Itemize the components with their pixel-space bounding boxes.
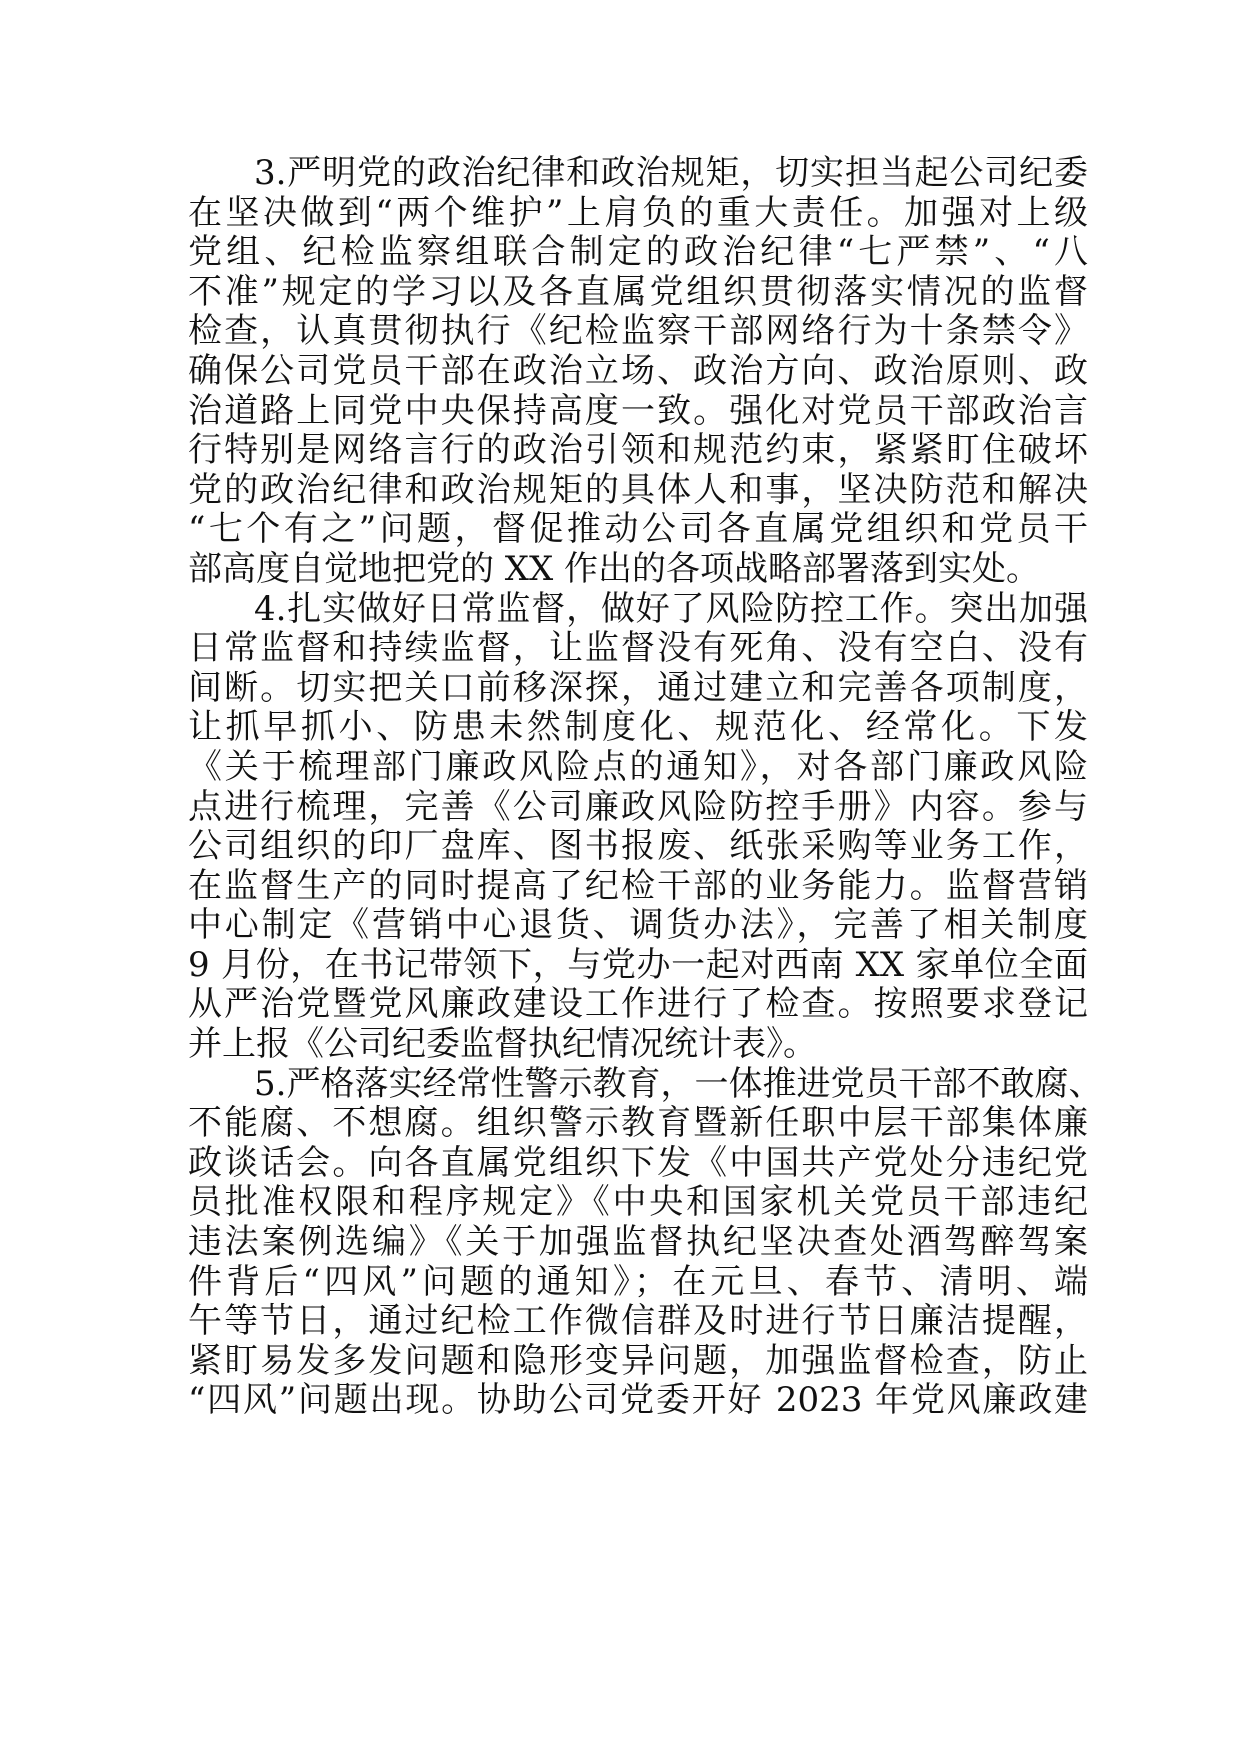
paragraph-line: 件背后“四风”问题的通知》；在元旦、春节、清明、端	[188, 1261, 1088, 1302]
paragraph-line: 中心制定《营销中心退货、调货办法》，完善了相关制度	[188, 905, 1088, 946]
paragraph-line: “四风”问题出现。协助公司党委开好 2023 年党风廉政建	[188, 1380, 1088, 1421]
paragraph-line: 3.严明党的政治纪律和政治规矩，切实担当起公司纪委	[254, 153, 1088, 193]
paragraph-line: 4.扎实做好日常监督，做好了风险防控工作。突出加强	[254, 588, 1088, 629]
paragraph-line: 点进行梳理，完善《公司廉政风险防控手册》内容。参与	[188, 786, 1088, 827]
paragraph-line: 治道路上同党中央保持高度一致。强化对党员干部政治言	[188, 390, 1088, 431]
paragraph-line: 员批准权限和程序规定》《中央和国家机关党员干部违纪	[188, 1182, 1088, 1223]
paragraph-line: 5.严格落实经常性警示教育，一体推进党员干部不敢腐、	[254, 1063, 1103, 1104]
paragraph-line: 日常监督和持续监督，让监督没有死角、没有空白、没有	[188, 628, 1088, 669]
paragraph-line: 从严治党暨党风廉政建设工作进行了检查。按照要求登记	[188, 984, 1088, 1025]
paragraph-line: 《关于梳理部门廉政风险点的通知》，对各部门廉政风险	[188, 746, 1088, 787]
paragraph-line: 紧盯易发多发问题和隐形变异问题，加强监督检查，防止	[188, 1340, 1088, 1381]
paragraph-line: 党的政治纪律和政治规矩的具体人和事，坚决防范和解决	[188, 469, 1088, 510]
paragraph-line: 午等节日，通过纪检工作微信群及时进行节日廉洁提醒，	[188, 1301, 1088, 1342]
paragraph-line: 9 月份，在书记带领下，与党办一起对西南 XX 家单位全面	[188, 944, 1088, 985]
paragraph-line: 公司组织的印厂盘库、图书报废、纸张采购等业务工作，	[188, 826, 1088, 867]
paragraph-line: 行特别是网络言行的政治引领和规范约束，紧紧盯住破坏	[188, 430, 1088, 471]
paragraph-line: 不准”规定的学习以及各直属党组织贯彻落实情况的监督	[188, 271, 1088, 312]
paragraph-line: 部高度自觉地把党的 XX 作出的各项战略部署落到实处。	[188, 548, 1041, 589]
paragraph-4	[188, 590, 1088, 1065]
paragraph-5	[188, 1063, 1103, 1421]
paragraph-line: 让抓早抓小、防患未然制度化、规范化、经常化。下发	[188, 707, 1088, 748]
paragraph-line: 间断。切实把关口前移深探，通过建立和完善各项制度，	[188, 667, 1088, 708]
document-body	[188, 153, 1103, 1421]
paragraph-line: 政谈话会。向各直属党组织下发《中国共产党处分违纪党	[188, 1142, 1088, 1183]
paragraph-line: 并上报《公司纪委监督执纪情况统计表》。	[188, 1024, 817, 1065]
paragraph-line: 不能腐、不想腐。组织警示教育暨新任职中层干部集体廉	[188, 1103, 1088, 1144]
paragraph-line: 在监督生产的同时提高了纪检干部的业务能力。监督营销	[188, 865, 1088, 906]
paragraph-line: 党组、纪检监察组联合制定的政治纪律“七严禁”、“八	[188, 232, 1088, 273]
paragraph-line: 检查，认真贯彻执行《纪检监察干部网络行为十条禁令》	[188, 311, 1088, 352]
paragraph-line: 确保公司党员干部在政治立场、政治方向、政治原则、政	[188, 350, 1088, 391]
paragraph-line: “七个有之”问题，督促推动公司各直属党组织和党员干	[188, 509, 1088, 550]
paragraph-line: 违法案例选编》《关于加强监督执纪坚决查处酒驾醉驾案	[188, 1222, 1088, 1263]
paragraph-3	[188, 154, 1088, 590]
paragraph-line: 在坚决做到“两个维护”上肩负的重大责任。加强对上级	[188, 192, 1088, 233]
